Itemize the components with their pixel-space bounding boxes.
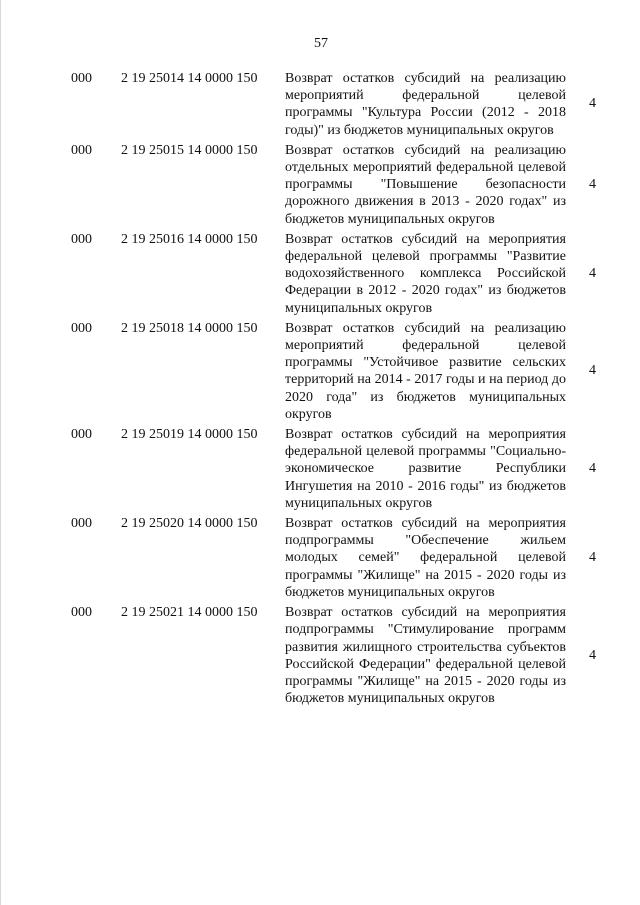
table-row (1, 320, 640, 423)
description-cell: Возврат остатков субсидий на мероприятия федеральной целевой программы "Развитие водохозяйственного комплекса Российской Федерации в 2012 - 2020 годах" из бюджетов муниципальных округов (285, 231, 566, 316)
admin-code-cell: 000 (71, 605, 92, 621)
budget-code-cell: 2 19 25021 14 0000 150 (121, 605, 258, 621)
budget-code-cell: 2 19 25014 14 0000 150 (121, 71, 258, 86)
page-number: 57 (314, 36, 328, 51)
value-cell: 4 (589, 461, 596, 477)
table-row (1, 604, 640, 707)
value-cell: 4 (589, 176, 596, 192)
value-cell: 4 (589, 363, 596, 379)
value-cell: 4 (589, 550, 596, 566)
budget-code-cell: 2 19 25018 14 0000 150 (121, 320, 258, 336)
description-cell: Возврат остатков субсидий на реализацию мероприятий федеральной целевой программы "Устойчивое развитие сельских территорий на 2014 - 2017 годы и на период до 2020 года" из бюджетов муниципальных округов (285, 320, 566, 422)
budget-code-cell: 2 19 25016 14 0000 150 (121, 231, 258, 247)
description-cell: Возврат остатков субсидий на мероприятия подпрограммы "Стимулирование программ развития жилищного строительства субъектов Российской Федерации" федеральной целевой программы "Жилище" на 2015 - 2020 годы из бюджетов муниципальных округов (285, 605, 566, 707)
budget-code-cell: 2 19 25019 14 0000 150 (121, 427, 258, 443)
admin-code-cell: 000 (71, 231, 92, 247)
value-cell: 4 (589, 96, 596, 112)
classification-table (1, 70, 640, 710)
table-row (1, 515, 640, 601)
table-row (1, 426, 640, 512)
admin-code-cell: 000 (71, 71, 92, 86)
budget-code-cell: 2 19 25020 14 0000 150 (121, 516, 258, 532)
admin-code-cell: 000 (71, 427, 92, 443)
table-row (1, 142, 640, 228)
value-cell: 4 (589, 647, 596, 663)
value-cell: 4 (589, 265, 596, 281)
table-row (1, 231, 640, 317)
description-cell: Возврат остатков субсидий на мероприятия федеральной целевой программы "Социально-экономическое развитие Республики Ингушетия на 2010 - 2016 годы" из бюджетов муниципальных округов (285, 427, 566, 511)
table-row (1, 70, 640, 139)
admin-code-cell: 000 (71, 516, 92, 532)
description-cell: Возврат остатков субсидий на реализацию мероприятий федеральной целевой программы "Культура России (2012 - 2018 годы)" из бюджетов муниципальных округов (285, 71, 566, 138)
admin-code-cell: 000 (71, 320, 92, 336)
budget-code-cell: 2 19 25015 14 0000 150 (121, 142, 258, 158)
description-cell: Возврат остатков субсидий на реализацию отдельных мероприятий федеральной целевой программы "Повышение безопасности дорожного движения в 2013 - 2020 годах" из бюджетов муниципальных округов (285, 142, 566, 227)
admin-code-cell: 000 (71, 142, 92, 158)
description-cell: Возврат остатков субсидий на мероприятия подпрограммы "Обеспечение жильем молодых семей" федеральной целевой программы "Жилище" на 2015 - 2020 годы из бюджетов муниципальных округов (285, 516, 566, 600)
